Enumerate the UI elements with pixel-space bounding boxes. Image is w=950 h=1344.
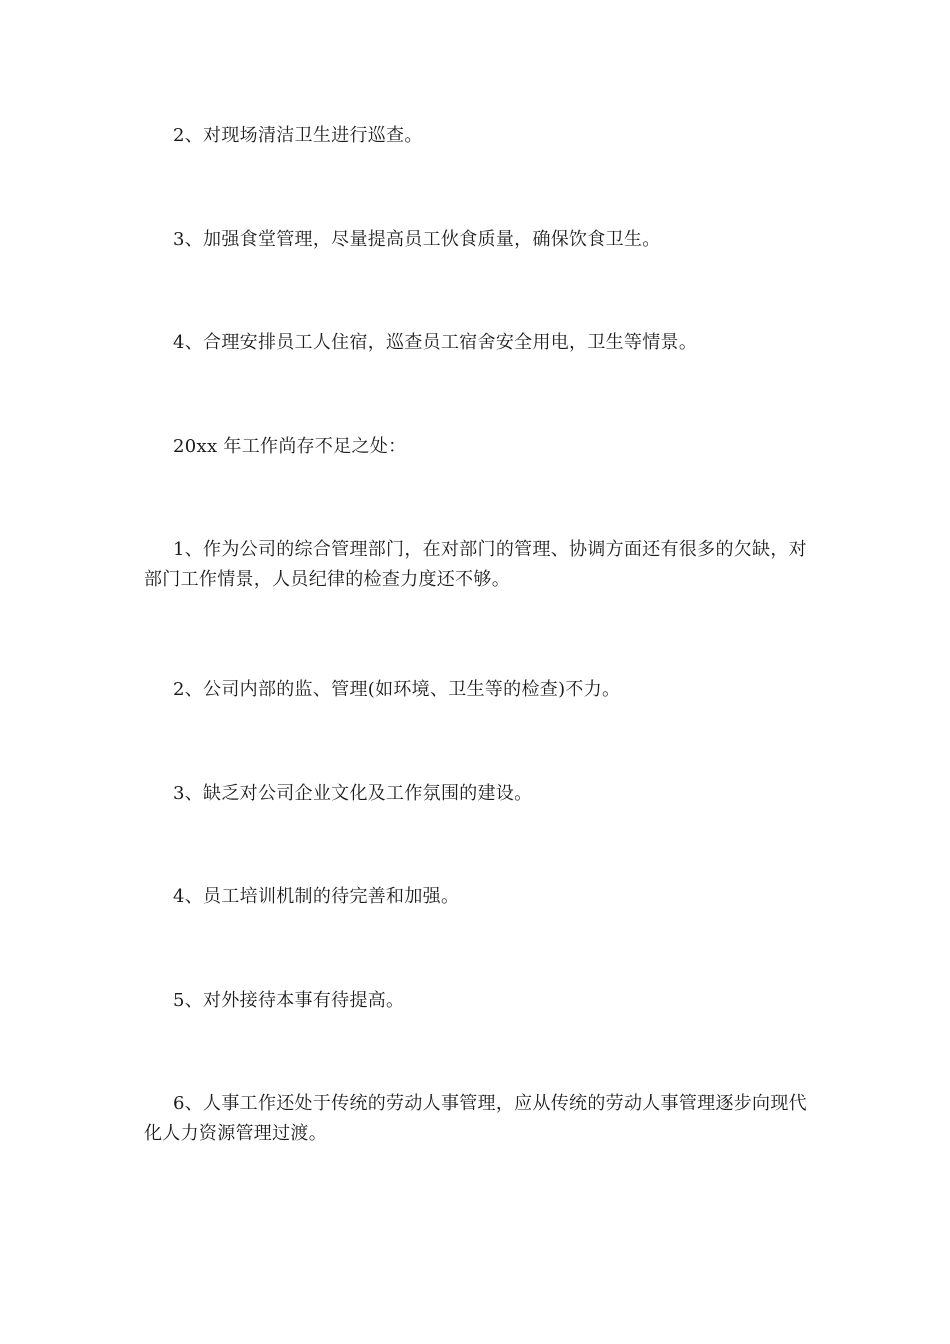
paragraph-6: 3、缺乏对公司企业文化及工作氛围的建设。: [173, 783, 533, 804]
paragraph-4: 1、作为公司的综合管理部门，在对部门的管理、协调方面还有很多的欠缺，对部门工作情景，人员纪律的检查力度还不够。: [144, 539, 807, 590]
paragraph-8: 5、对外接待本事有待提高。: [173, 990, 405, 1011]
section-heading: 20xx 年工作尚存不足之处：: [173, 436, 407, 457]
paragraph-5: 2、公司内部的监、管理(如环境、卫生等的检查)不力。: [173, 679, 621, 700]
paragraph-7: 4、员工培训机制的待完善和加强。: [173, 886, 460, 907]
paragraph-9: 6、人事工作还处于传统的劳动人事管理，应从传统的劳动人事管理逐步向现代化人力资源管理过渡。: [144, 1093, 807, 1144]
paragraph-1: 2、对现场清洁卫生进行巡查。: [173, 125, 423, 146]
paragraph-2: 3、加强食堂管理，尽量提高员工伙食质量，确保饮食卫生。: [173, 229, 661, 250]
paragraph-3: 4、合理安排员工人住宿，巡查员工宿舍安全用电，卫生等情景。: [173, 332, 698, 353]
